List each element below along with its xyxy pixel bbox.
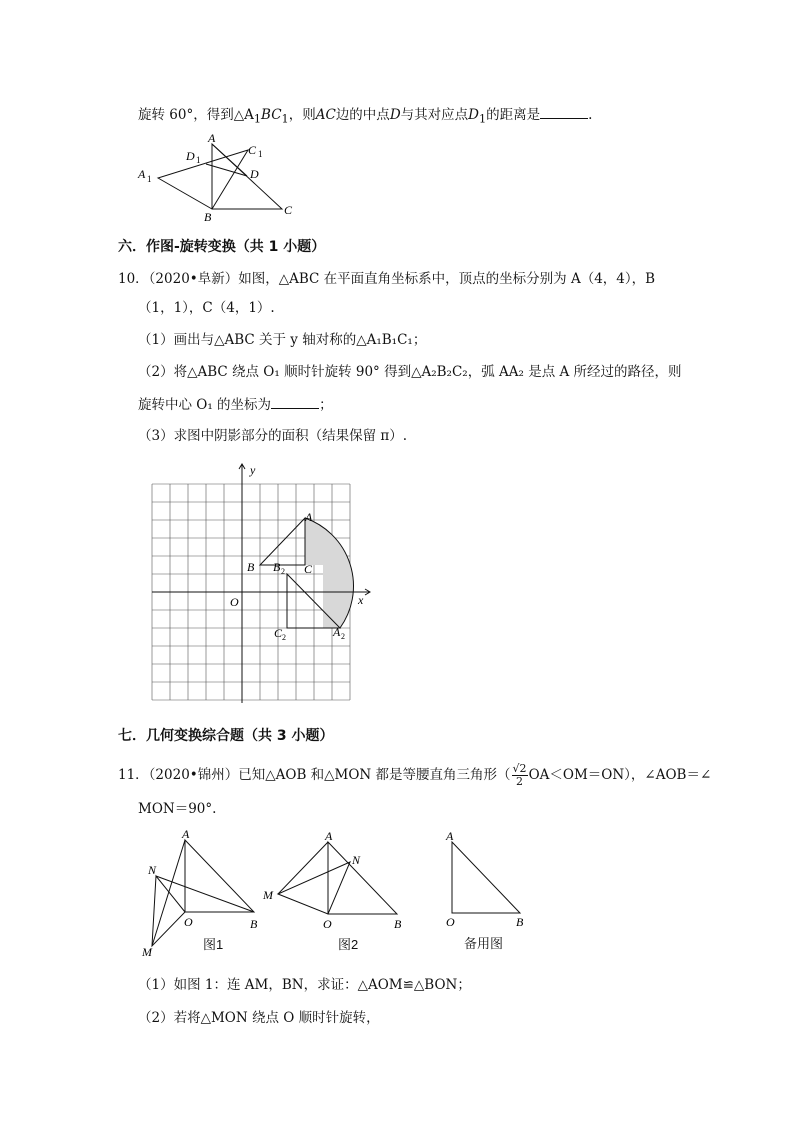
- q9-text: D: [468, 107, 479, 123]
- triangle-a1bc1: [158, 150, 248, 209]
- label-origin: O: [230, 595, 239, 609]
- label-a1-sub: 1: [147, 174, 152, 184]
- shaded-region: [305, 518, 353, 628]
- label-b: B: [204, 210, 212, 223]
- q11-text: 11．（2020•锦州）已知△AOB 和△MON 都是等腰直角三角形（: [118, 767, 511, 783]
- q9-text: AC: [315, 107, 336, 123]
- q11-line1: [118, 763, 711, 788]
- label-a-grid: A: [305, 510, 313, 524]
- label-c1-sub: 1: [258, 149, 263, 159]
- segment-am-f1: [152, 840, 185, 946]
- label-c2: C: [274, 626, 283, 640]
- triangle-mon-f1: [152, 876, 185, 946]
- q10-line1: 10．（2020•阜新）如图，△ABC 在平面直角坐标系中，顶点的坐标分别为 A（4，4），B: [118, 271, 656, 287]
- fraction: [512, 763, 528, 788]
- q11-part1: （1）如图 1：连 AM，BN，求证：△AOM≌△BON；: [138, 977, 471, 993]
- fraction-numerator: √2: [512, 762, 527, 775]
- q9-sub: 1: [253, 112, 262, 126]
- q9-text: 的距离是: [486, 107, 541, 123]
- label-a2: A: [333, 625, 341, 639]
- label-a-f3: A: [446, 829, 454, 843]
- q9-tail-line: [138, 104, 592, 130]
- label-c: C: [284, 203, 293, 217]
- q11-part2: （2）若将△MON 绕点 O 顺时针旋转，: [138, 1010, 380, 1026]
- q9-text: .: [588, 107, 593, 123]
- q11-line2: MON＝90°.: [138, 801, 217, 817]
- q10-line2: （1，1），C（4，1）.: [138, 300, 275, 316]
- q9-sub: 1: [281, 112, 289, 126]
- label-n-f2: N: [352, 853, 361, 867]
- label-m-f1: M: [142, 945, 152, 958]
- section-7-title: 七．几何变换综合题（共 3 小题）: [118, 728, 334, 744]
- label-d: D: [250, 167, 259, 181]
- label-a: A: [208, 131, 216, 145]
- label-b-f2: B: [394, 917, 402, 931]
- q9-text: BC: [261, 107, 282, 123]
- label-o-f1: O: [184, 915, 193, 929]
- label-b2: B: [273, 560, 281, 574]
- q9-text: D: [389, 107, 401, 123]
- answer-blank: [271, 394, 319, 409]
- label-a1: A: [138, 167, 146, 181]
- label-o-f3: O: [446, 915, 455, 929]
- q11-text: OA＜OM＝ON），∠AOB＝∠: [528, 767, 712, 783]
- q10-part2: （2）将△ABC 绕点 O₁ 顺时针旋转 90° 得到△A₂B₂C₂，弧 AA₂ 是点 A 所经过的路径，则: [138, 364, 682, 380]
- q9-text: 边的中点: [335, 107, 390, 123]
- label-b-f1: B: [250, 917, 258, 931]
- figure-11-2: [260, 828, 410, 938]
- label-b-grid: B: [247, 560, 255, 574]
- triangle-aob-f2: [328, 842, 397, 914]
- caption-f2: 图2: [338, 937, 359, 952]
- caption-f1: 图1: [203, 937, 224, 952]
- figure-11-3: [440, 826, 540, 932]
- section-6-title: 六．作图-旋转变换（共 1 小题）: [118, 239, 326, 255]
- label-m-f2: M: [263, 888, 273, 902]
- label-x: x: [358, 593, 364, 607]
- label-c-grid: C: [304, 562, 313, 576]
- label-d1: D: [186, 149, 195, 163]
- caption-f3: 备用图: [464, 936, 504, 951]
- figure-q9: [130, 128, 310, 223]
- fraction-denominator: 2: [516, 775, 524, 788]
- label-b-f3: B: [516, 915, 524, 929]
- q9-text: 旋转 60°，得到△A: [138, 107, 254, 123]
- q10-text: ；: [319, 397, 333, 413]
- label-y: y: [250, 463, 256, 477]
- triangle-mon-f2: [278, 862, 350, 914]
- label-b2-sub: 2: [281, 567, 285, 576]
- label-d1-sub: 1: [196, 155, 201, 165]
- triangle-abc-grid: [260, 518, 305, 565]
- label-c1: C: [248, 143, 257, 157]
- q9-text: 与其对应点: [400, 107, 469, 123]
- label-a2-sub: 2: [341, 632, 345, 641]
- label-a-f1: A: [182, 828, 190, 841]
- q10-text: 旋转中心 O₁ 的坐标为: [138, 397, 272, 413]
- label-o-f2: O: [323, 917, 332, 931]
- q10-part1: （1）画出与△ABC 关于 y 轴对称的△A₁B₁C₁；: [138, 332, 427, 348]
- figure-q10-grid: [140, 458, 380, 708]
- triangle-aob-f3: [452, 842, 520, 913]
- triangle-aob-f1: [185, 840, 254, 912]
- q9-sub: 1: [478, 112, 487, 126]
- q10-part2b: [138, 394, 333, 415]
- q9-text: ，则: [288, 107, 316, 123]
- label-a-f2: A: [325, 829, 333, 843]
- answer-blank: [540, 104, 588, 119]
- segment-am-f2: [278, 842, 328, 894]
- label-c2-sub: 2: [282, 633, 286, 642]
- label-n-f1: N: [148, 863, 157, 877]
- q10-part3: （3）求图中阴影部分的面积（结果保留 π）.: [138, 428, 408, 444]
